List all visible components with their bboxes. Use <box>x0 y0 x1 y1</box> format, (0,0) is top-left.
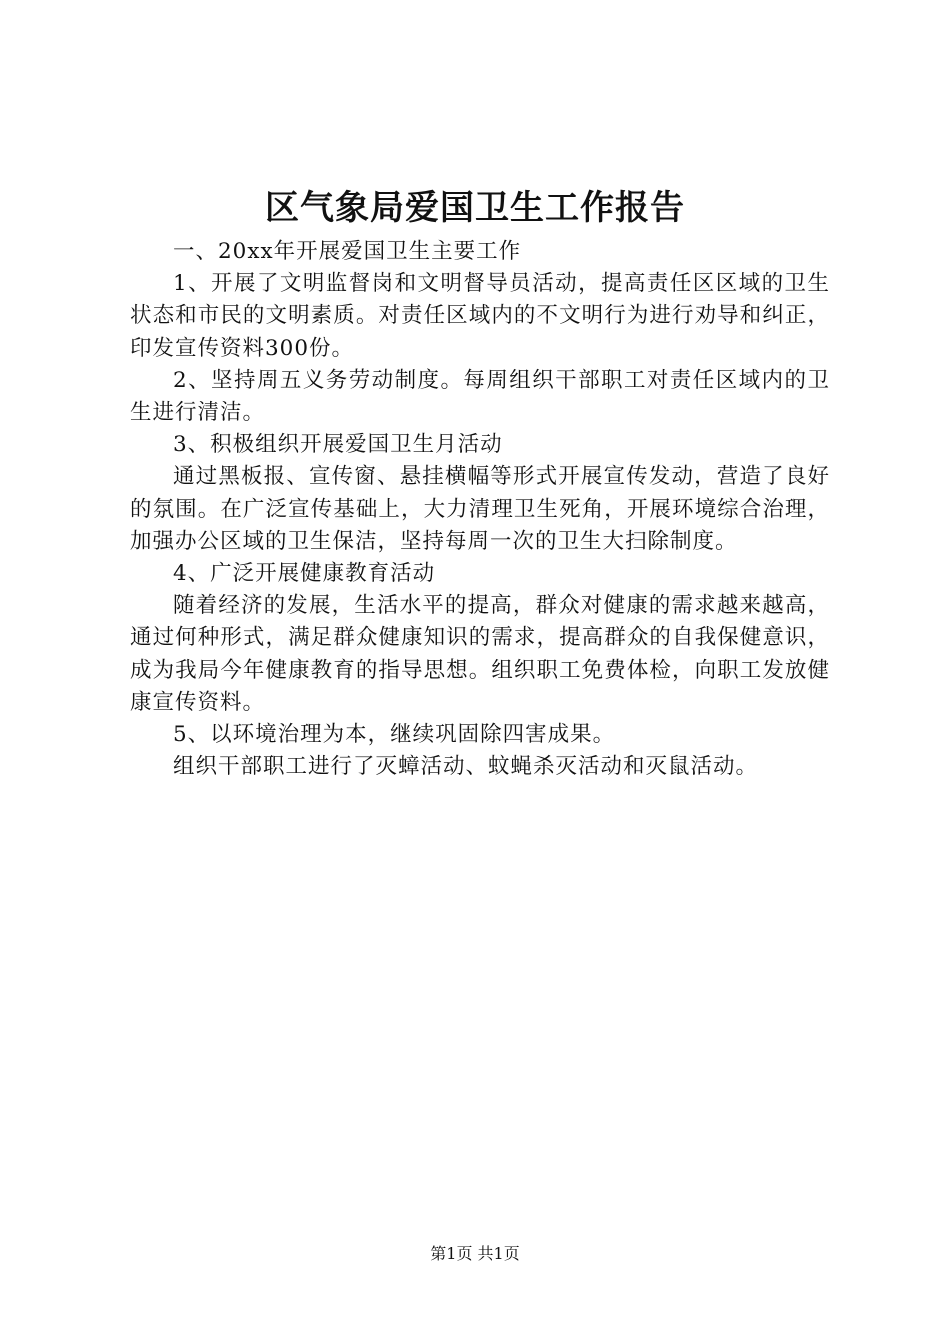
document-body <box>130 236 830 783</box>
item-4-heading: 4、广泛开展健康教育活动 <box>173 561 436 587</box>
item-3-heading: 3、积极组织开展爱国卫生月活动 <box>173 432 503 458</box>
item-5-heading: 5、以环境治理为本，继续巩固除四害成果。 <box>173 722 616 748</box>
page-number-footer: 第1页 共1页 <box>430 1244 520 1263</box>
item-3-paragraph: 通过黑板报、宣传窗、悬挂横幅等形式开展宣传发动，营造了良好的氛围。在广泛宣传基础上，大力清理卫生死角，开展环境综合治理，加强办公区域的卫生保洁，坚持每周一次的卫生大扫除制度。 <box>130 464 830 554</box>
section-heading: 一、20xx年开展爱国卫生主要工作 <box>173 239 522 264</box>
document-title: 区气象局爱国卫生工作报告 <box>265 188 685 228</box>
item-1-paragraph: 1、开展了文明监督岗和文明督导员活动，提高责任区区域的卫生状态和市民的文明素质。对责任区域内的不文明行为进行劝导和纠正，印发宣传资料300份。 <box>130 271 830 361</box>
item-5-paragraph: 组织干部职工进行了灭蟑活动、蚊蝇杀灭活动和灭鼠活动。 <box>173 754 759 780</box>
item-4-paragraph: 随着经济的发展，生活水平的提高，群众对健康的需求越来越高，通过何种形式，满足群众健康知识的需求，提高群众的自我保健意识，成为我局今年健康教育的指导思想。组织职工免费体检，向职工发放健康宣传资料。 <box>130 593 830 715</box>
item-2-paragraph: 2、坚持周五义务劳动制度。每周组织干部职工对责任区域内的卫生进行清洁。 <box>130 367 830 426</box>
